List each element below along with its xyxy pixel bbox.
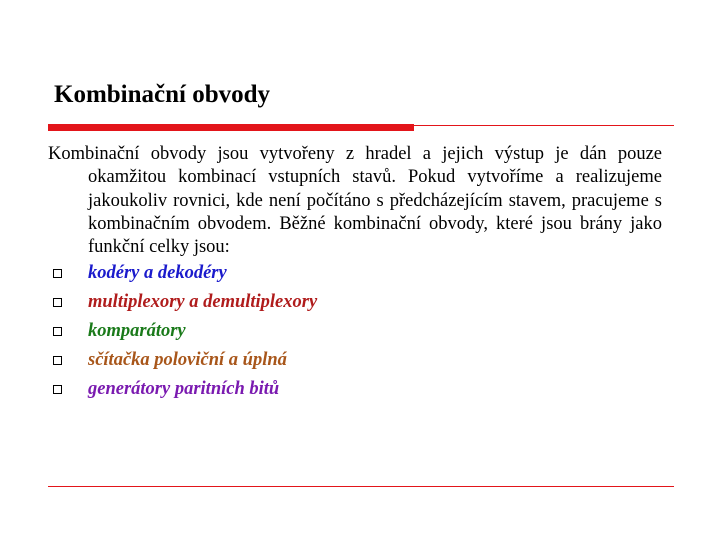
bullet-item-adders [48,346,662,375]
title-underline-thin [414,125,674,126]
footer-rule [48,486,674,487]
hollow-square-bullet-icon [53,327,62,336]
hollow-square-bullet-icon [53,385,62,394]
bullet-text: sčítačka poloviční a úplná [88,350,287,371]
bullet-text: generátory paritních bitů [88,379,280,400]
slide-body [48,143,662,404]
bullet-item-comparators [48,317,662,346]
bullet-text: multiplexory a demultiplexory [88,292,318,313]
hollow-square-bullet-icon [53,269,62,278]
bullet-item-encoders [48,259,662,288]
bullet-text: kodéry a dekodéry [88,263,227,284]
intro-paragraph: Kombinační obvody jsou vytvořeny z hradel a jejich výstup je dán pouze okamžitou kombinací vstupních stavů. Pokud vytvoříme a realizujeme jakoukoliv rovnici, kde není počítáno s předcházejícím stavem, pracujeme s kombinačním obvodem. Běžné kombinační obvody, které jsou brány jako funkční celky jsou: [48,144,662,258]
hollow-square-bullet-icon [53,298,62,307]
bullet-item-multiplexers [48,288,662,317]
slide-title: Kombinační obvody [54,81,271,108]
hollow-square-bullet-icon [53,356,62,365]
bullet-item-parity-generators [48,375,662,404]
bullet-text: komparátory [88,321,186,342]
title-underline-thick [48,124,414,131]
bullet-list [48,259,662,404]
